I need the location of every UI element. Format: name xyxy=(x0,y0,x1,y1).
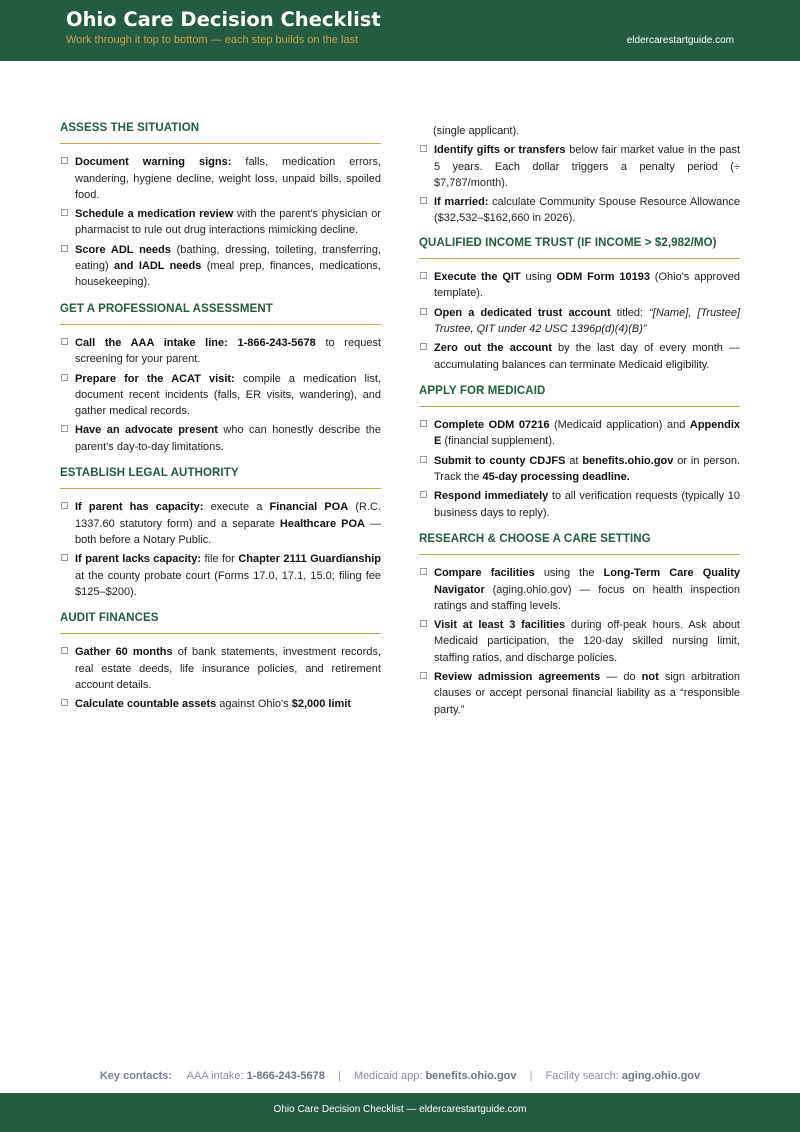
checkbox-icon[interactable] xyxy=(61,647,68,654)
section-title: RESEARCH & CHOOSE A CARE SETTING xyxy=(419,531,740,555)
checkbox-icon[interactable] xyxy=(61,338,68,345)
checklist-item[interactable]: Schedule a medication review with the parent's physician or pharmacist to rule out drug interactions mimicking decline. xyxy=(60,206,381,239)
section-title: QUALIFIED INCOME TRUST (IF INCOME > $2,982/MO) xyxy=(419,235,740,259)
key-contacts xyxy=(0,1070,800,1082)
checkbox-icon[interactable] xyxy=(61,425,68,432)
checkbox-icon[interactable] xyxy=(420,272,427,279)
facility-link[interactable]: aging.ohio.gov xyxy=(621,1070,701,1082)
page-subtitle: Work through it top to bottom — each step builds on the last xyxy=(66,34,359,46)
section-qit xyxy=(419,235,740,373)
checklist-item[interactable]: Execute the QIT using ODM Form 10193 (Ohio's approved template). xyxy=(419,269,740,302)
section-assess xyxy=(60,120,381,291)
page-title: Ohio Care Decision Checklist xyxy=(66,8,381,31)
section-title: AUDIT FINANCES xyxy=(60,610,381,634)
separator: | xyxy=(529,1070,533,1082)
right-column xyxy=(419,123,740,728)
checklist-item[interactable]: Prepare for the ACAT visit: compile a medication list, document recent incidents (falls, ER visits, wandering), and gather medical records. xyxy=(60,371,381,420)
section-title: ASSESS THE SITUATION xyxy=(60,120,381,144)
checklist-item[interactable]: Complete ODM 07216 (Medicaid application) and Appendix E (financial supplement). xyxy=(419,417,740,450)
checklist-item[interactable]: Review admission agreements — do not sign arbitration clauses or accept personal financial liability as a “responsible party.” xyxy=(419,669,740,718)
checklist-item[interactable]: Have an advocate present who can honestly describe the parent's day-to-day limitations. xyxy=(60,422,381,455)
checklist-item[interactable]: Visit at least 3 facilities during off-peak hours. Ask about Medicaid participation, the 120-day skilled nursing limit, staffing ratios, and discharge policies. xyxy=(419,617,740,666)
aaa-label: AAA intake: xyxy=(186,1070,244,1082)
section-title: APPLY FOR MEDICAID xyxy=(419,383,740,407)
checkbox-icon[interactable] xyxy=(420,456,427,463)
checklist-item[interactable]: Call the AAA intake line: 1-866-243-5678 to request screening for your parent. xyxy=(60,335,381,368)
section-care xyxy=(419,531,740,718)
footer-text: Ohio Care Decision Checklist — eldercarestartguide.com xyxy=(273,1104,527,1115)
facility-label: Facility search: xyxy=(545,1070,619,1082)
checklist-item[interactable]: Calculate countable assets against Ohio's $2,000 limit xyxy=(60,696,381,712)
checklist-item[interactable]: Open a dedicated trust account titled: “[Name], [Trustee] Trustee, QIT under 42 USC 1396p(d)(4)(B)” xyxy=(419,305,740,338)
page-header xyxy=(0,0,800,61)
contacts-label: Key contacts: xyxy=(99,1070,172,1082)
checkbox-icon[interactable] xyxy=(61,245,68,252)
checklist-item[interactable]: Document warning signs: falls, medication errors, wandering, hygiene decline, weight loss, unpaid bills, spoiled food. xyxy=(60,154,381,203)
checklist-item[interactable]: Identify gifts or transfers below fair market value in the past 5 years. Each dollar triggers a penalty period (÷ $7,787/month). xyxy=(419,142,740,191)
checkbox-icon[interactable] xyxy=(420,343,427,350)
checkbox-icon[interactable] xyxy=(420,145,427,152)
checklist-item[interactable]: Zero out the account by the last day of every month — accumulating balances can terminate Medicaid eligibility. xyxy=(419,340,740,373)
checklist-item[interactable]: Compare facilities using the Long-Term Care Quality Navigator (aging.ohio.gov) — focus on health inspection ratings and staffing levels. xyxy=(419,565,740,614)
checkbox-icon[interactable] xyxy=(61,502,68,509)
checkbox-icon[interactable] xyxy=(420,197,427,204)
section-medicaid xyxy=(419,383,740,521)
checkbox-icon[interactable] xyxy=(61,157,68,164)
checklist-item[interactable]: Submit to county CDJFS at benefits.ohio.gov or in person. Track the 45-day processing deadline. xyxy=(419,453,740,486)
footer-bar xyxy=(0,1093,800,1132)
checkbox-icon[interactable] xyxy=(420,308,427,315)
checklist-item[interactable]: If parent has capacity: execute a Financial POA (R.C. 1337.60 statutory form) and a separate Healthcare POA — both before a Notary Public. xyxy=(60,499,381,548)
checklist-item[interactable]: Respond immediately to all verification requests (typically 10 business days to reply). xyxy=(419,488,740,521)
aaa-phone[interactable]: 1-866-243-5678 xyxy=(246,1070,325,1082)
separator: | xyxy=(337,1070,341,1082)
checkbox-icon[interactable] xyxy=(420,672,427,679)
checkbox-icon[interactable] xyxy=(420,420,427,427)
section-legal xyxy=(60,465,381,600)
medicaid-label: Medicaid app: xyxy=(353,1070,423,1082)
checkbox-icon[interactable] xyxy=(420,568,427,575)
checkbox-icon[interactable] xyxy=(420,620,427,627)
checkbox-icon[interactable] xyxy=(420,491,427,498)
checklist-item[interactable]: Gather 60 months of bank statements, investment records, real estate deeds, life insurance policies, and retirement account details. xyxy=(60,644,381,693)
section-finances xyxy=(60,610,381,712)
section-title: GET A PROFESSIONAL ASSESSMENT xyxy=(60,301,381,325)
medicaid-link[interactable]: benefits.ohio.gov xyxy=(425,1070,517,1082)
checklist-item[interactable]: Score ADL needs (bathing, dressing, toileting, transferring, eating) and IADL needs (meal prep, finances, medications, housekeeping). xyxy=(60,242,381,291)
checklist-item[interactable]: If parent lacks capacity: file for Chapter 2111 Guardianship at the county probate court (Forms 17.0, 17.1, 15.0; filing fee $125–$200). xyxy=(60,551,381,600)
checkbox-icon[interactable] xyxy=(61,374,68,381)
site-url: eldercarestartguide.com xyxy=(626,35,734,46)
section-title: ESTABLISH LEGAL AUTHORITY xyxy=(60,465,381,489)
left-column xyxy=(60,120,381,723)
checklist-item-continued: (single applicant). xyxy=(433,125,520,137)
checklist-item[interactable]: If married: calculate Community Spouse Resource Allowance ($32,532–$162,660 in 2026). xyxy=(419,194,740,227)
section-professional xyxy=(60,301,381,455)
checkbox-icon[interactable] xyxy=(61,699,68,706)
checkbox-icon[interactable] xyxy=(61,554,68,561)
checkbox-icon[interactable] xyxy=(61,209,68,216)
